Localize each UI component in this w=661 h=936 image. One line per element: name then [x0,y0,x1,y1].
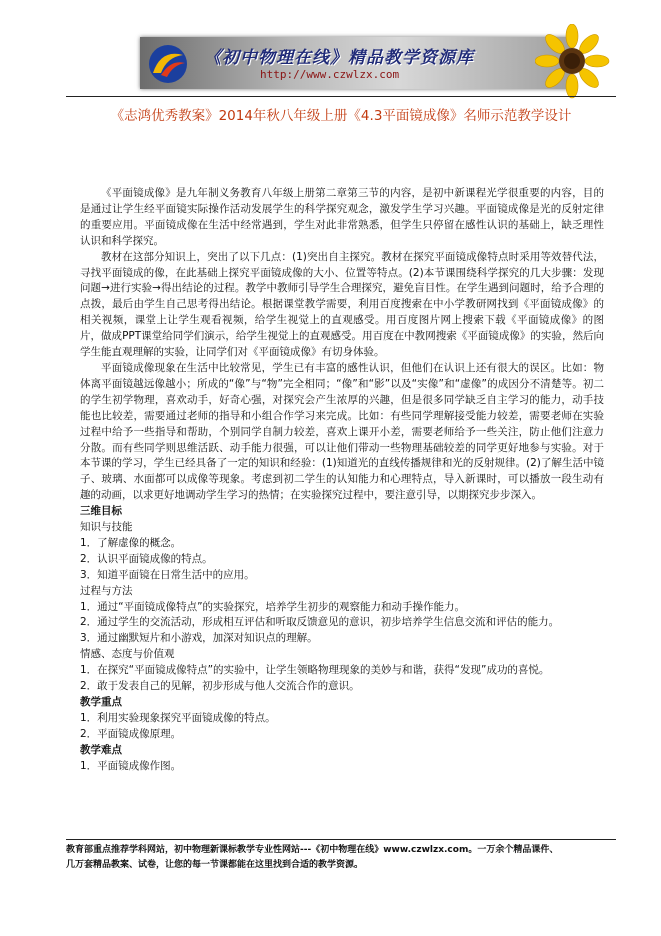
difficulties-heading: 教学难点 [80,743,122,756]
sunflower-icon [535,24,610,99]
list-item: 3．知道平面镜在日常生活中的应用。 [80,568,255,581]
list-item: 2．通过学生的交流活动，形成相互评估和听取反馈意见的意识，初步培养学生信息交流和评估的能力。 [80,616,560,629]
objectives-heading: 三维目标 [80,505,122,518]
footer-line: 教育部重点推荐学科网站，初中物理新课标教学专业性网站---《初中物理在线》www.czwlzx.com。一万余个精品课件、 [66,845,559,855]
list-item: 1．在探究“平面镜成像特点”的实验中，让学生领略物理现象的美妙与和谐，获得“发现”成功的喜悦。 [80,664,550,677]
list-item: 1．平面镜成像作图。 [80,759,182,772]
knowledge-label: 知识与技能 [80,521,133,534]
header-banner [140,37,570,89]
textbook-paragraph: 教材在这部分知识上，突出了以下几点：(1)突出自主探究。教材在探究平面镜成像特点时采用等效替代法，寻找平面镜成的像，在此基础上探究平面镜成像的大小、位置等特点。(2)本节课围绕科学探究的几大步骤：发现问题→进行实验→得出结论的过程。教学中教师引导学生合理探究，避免盲目性。在学生遇到问题时，给予合理的点拨，最后由学生自己思考得出结论。根据课堂教学需要，利用百度搜索在中小学教研网找到《平面镜成像》的相关视频，课堂上让学生观看视频，给学生视觉上的直观感受。用百度图片网上搜索下载《平面镜成像》的图片，做成PPT课堂给同学们演示，给学生视觉上的直观感受。用百度在中教网搜索《平面镜成像》的实验，然后向学生能直观理解的实验，让同学们对《平面镜成像》有切身体验。 [80,250,604,359]
key-points-heading: 教学重点 [80,696,122,708]
student-analysis-paragraph: 平面镜成像现象在生活中比较常见，学生已有丰富的感性认识，但他们在认识上还有很大的误区。比如：物体离平面镜越远像越小；所成的“像”与“物”完全相同；“像”和“影”以及“实像”和“虚像”的成因分不清楚等。初二的学生初学物理，喜欢动手，好奇心强，对探究会产生浓厚的兴趣，但是很多同学缺乏自主学习的能力，动手技能也比较差，需要通过老师的指导和小组合作学习来完成。比如：有些同学理解接受能力较差，需要老师在实验过程中给予一些指导和帮助，个别同学自制力较差，喜欢上课开小差，需要老师给予一些关注，防止他们注意力分散。而有些同学则思维活跃、动手能力很强，可以让他们带动一些物理基础较差的同学更好地参与实验。对于本节课的学习，学生已经具备了一定的知识和经验：(1)知道光的直线传播规律和光的反射规律。(2)了解生活中镜子、玻璃、水面都可以成像等现象。考虑到初二学生的认知能力和心理特点，导入新课时，可以播放一段生动有趣的动画，以求更好地调动学生学习的热情；在实验探究过程中，要注意引导，以期探究步步深入。 [80,361,604,502]
logo-icon [147,43,189,85]
list-item: 1．通过“平面镜成像特点”的实验探究，培养学生初步的观察能力和动手操作能力。 [80,600,466,613]
intro-paragraph: 《平面镜成像》是九年制义务教育八年级上册第二章第三节的内容，是初中新课程光学很重要的内容，目的是通过让学生经平面镜实际操作活动发展学生的科学探究观念，激发学生学习兴趣。平面镜成像是光的反射定律的重要应用。平面镜成像在生活中经常遇到，学生对此非常熟悉，但学生只停留在感性认识的基础上，缺乏理性认识和科学探究。 [80,187,604,247]
header-divider [66,96,616,97]
document-title: 《志鸿优秀教案》2014年秋八年级上册《4.3平面镜成像》名师示范教学设计 [110,108,572,124]
list-item: 1．利用实验现象探究平面镜成像的特点。 [80,711,276,724]
page-footer [66,843,626,873]
attitude-label: 情感、态度与价值观 [80,648,175,661]
list-item: 2．认识平面镜成像的特点。 [80,552,213,565]
document-body [80,186,604,775]
list-item: 3．通过幽默短片和小游戏，加深对知识点的理解。 [80,632,318,645]
list-item: 1．了解虚像的概念。 [80,536,182,549]
list-item: 2．平面镜成像原理。 [80,727,182,740]
banner-title: 《初中物理在线》精品教学资源库 [204,48,474,68]
list-item: 2．敢于发表自己的见解，初步形成与他人交流合作的意识。 [80,680,360,693]
footer-line: 几万套精品教案、试卷，让您的每一节课都能在这里找到合适的教学资源。 [66,860,364,870]
banner-url[interactable]: http://www.czwlzx.com [260,68,400,81]
process-label: 过程与方法 [80,584,133,597]
footer-divider [66,839,616,840]
